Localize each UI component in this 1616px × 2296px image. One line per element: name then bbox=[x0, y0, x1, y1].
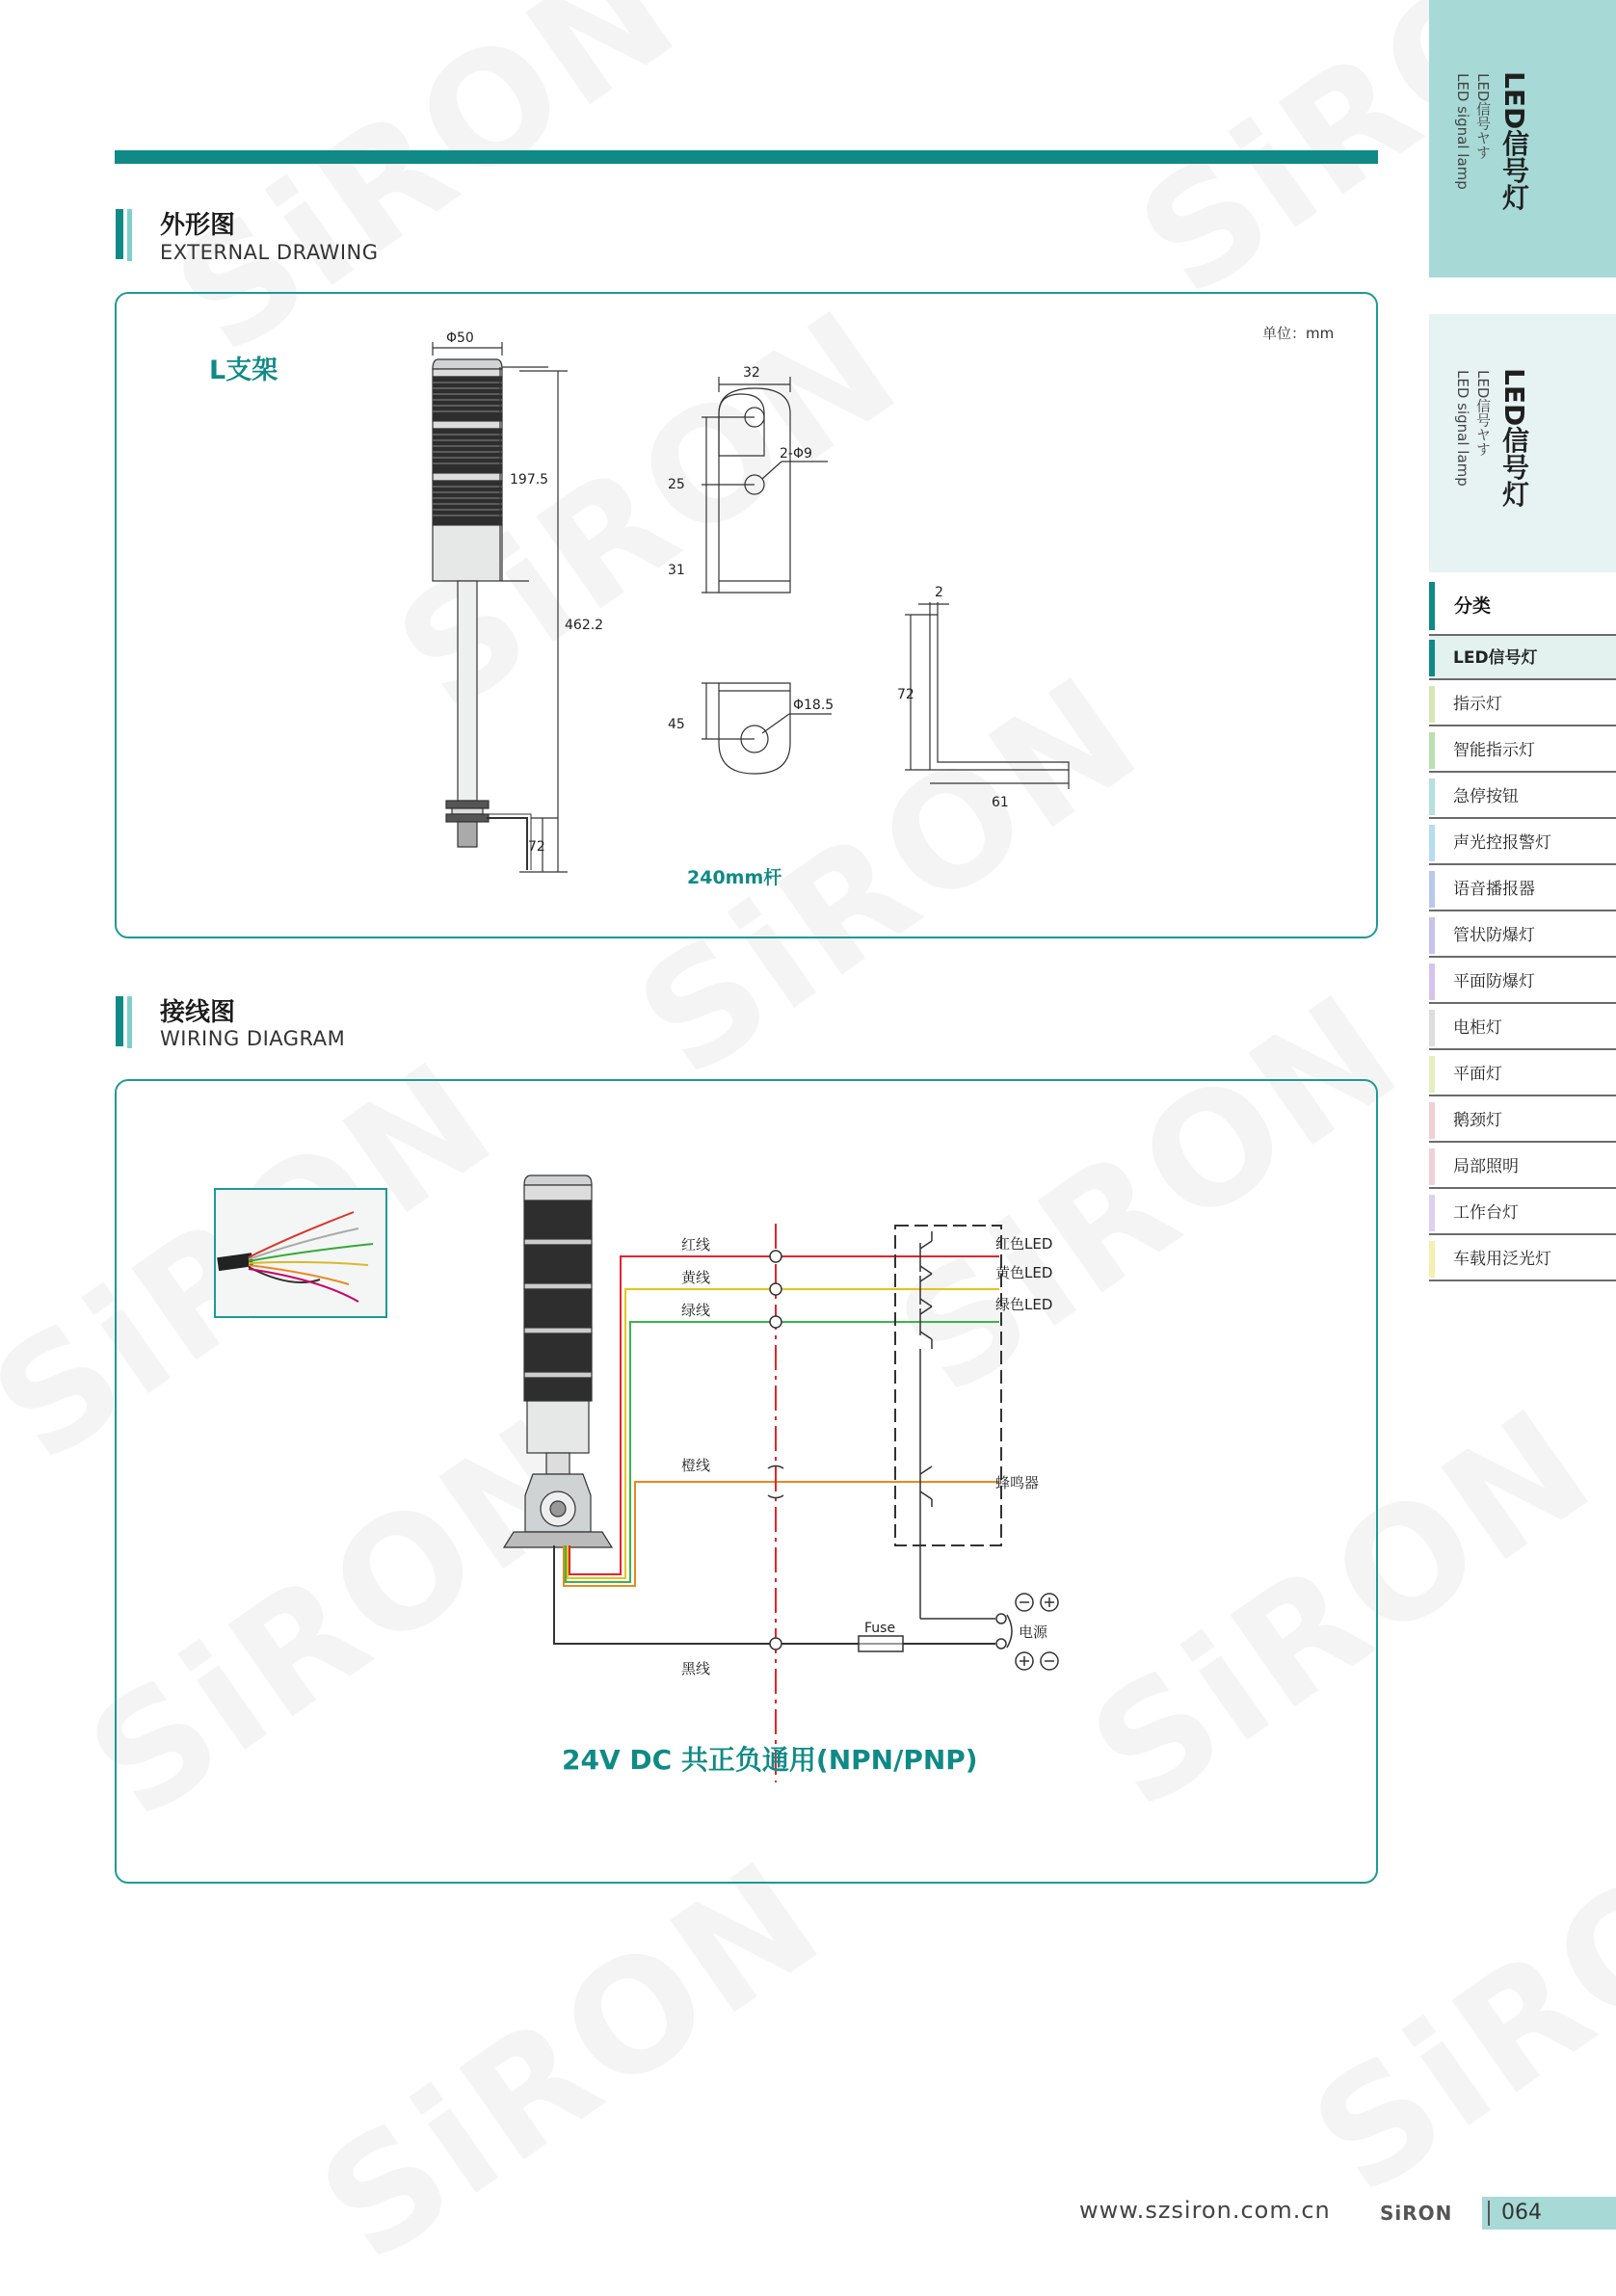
yellow-led-label: 黄色LED bbox=[995, 1264, 1053, 1281]
buzzer-label: 蜂鸣器 bbox=[995, 1474, 1040, 1491]
nav-item-cabinet[interactable] bbox=[1429, 1006, 1616, 1050]
nav-item-label: 急停按钮 bbox=[1453, 787, 1519, 806]
nav-accent bbox=[1429, 1195, 1435, 1231]
section-title: 外形图 bbox=[160, 211, 236, 240]
nav-accent bbox=[1429, 963, 1435, 1000]
nav-item-label: LED信号灯 bbox=[1453, 648, 1538, 668]
unit-label: 单位：mm bbox=[1262, 325, 1335, 342]
nav-item-label: 平面灯 bbox=[1453, 1065, 1502, 1084]
nav-item-indicator[interactable] bbox=[1429, 682, 1616, 726]
section-subtitle: EXTERNAL DRAWING bbox=[160, 241, 379, 264]
section-marker bbox=[116, 209, 123, 259]
fuse-label: Fuse bbox=[864, 1621, 896, 1636]
page-number: 064 bbox=[1501, 2201, 1542, 2225]
nav-item-label: 智能指示灯 bbox=[1453, 741, 1535, 760]
nav-item-label: 车载用泛光灯 bbox=[1453, 1250, 1551, 1269]
rod-label: 240mm杆 bbox=[687, 867, 782, 888]
nav-accent bbox=[1429, 1056, 1435, 1093]
wire-red-label: 红线 bbox=[681, 1236, 711, 1254]
red-led-label: 红色LED bbox=[995, 1235, 1053, 1253]
nav-item-led[interactable] bbox=[1429, 636, 1616, 680]
side-tab-title: LED信号灯 bbox=[1498, 368, 1530, 508]
dim-45: 45 bbox=[668, 717, 685, 732]
side-tab-led-2[interactable] bbox=[1429, 314, 1616, 572]
nav-item-label: 平面防爆灯 bbox=[1453, 972, 1535, 991]
nav-accent bbox=[1429, 1102, 1435, 1139]
power-label: 电源 bbox=[1019, 1623, 1048, 1641]
nav-item-label: 语音播报器 bbox=[1453, 880, 1535, 899]
nav-item-label: 工作台灯 bbox=[1453, 1203, 1519, 1223]
dim-72b: 72 bbox=[897, 687, 914, 702]
nav-accent bbox=[1429, 1010, 1435, 1046]
dim-32: 32 bbox=[743, 365, 760, 381]
dim-61: 61 bbox=[992, 795, 1009, 810]
wiring-diagram bbox=[115, 1079, 1378, 1884]
nav-item-label: 管状防爆灯 bbox=[1453, 926, 1535, 945]
l-bracket-side bbox=[930, 615, 1069, 770]
dim-31: 31 bbox=[668, 563, 685, 578]
external-drawing bbox=[115, 292, 1378, 938]
footer-url[interactable]: www.szsiron.com.cn bbox=[1079, 2197, 1331, 2224]
wire-black-label: 黑线 bbox=[681, 1660, 711, 1677]
nav-heading-accent bbox=[1429, 582, 1435, 630]
section-marker bbox=[127, 996, 132, 1048]
nav-item-tube-explosion[interactable] bbox=[1429, 913, 1616, 958]
section-marker bbox=[127, 209, 132, 261]
wire-orange-label: 橙线 bbox=[681, 1457, 711, 1474]
nav-item-voice[interactable] bbox=[1429, 867, 1616, 911]
nav-item-label: 局部照明 bbox=[1453, 1157, 1519, 1176]
dim-phi185: Φ18.5 bbox=[793, 698, 834, 713]
page-number-divider bbox=[1488, 2201, 1490, 2226]
tower-tier-3 bbox=[433, 481, 502, 525]
nav-item-worktable[interactable] bbox=[1429, 1191, 1616, 1235]
section-subtitle: WIRING DIAGRAM bbox=[160, 1027, 346, 1050]
bracket-label: L支架 bbox=[209, 356, 278, 385]
nav-accent bbox=[1429, 917, 1435, 954]
dim-2: 2 bbox=[935, 585, 943, 600]
nav-item-label: 声光控报警灯 bbox=[1453, 833, 1551, 853]
tower-cap bbox=[433, 359, 502, 369]
nav-item-local-light[interactable] bbox=[1429, 1145, 1616, 1189]
side-tab-sub-jp: LED信号ヤす bbox=[1474, 370, 1492, 457]
nav-item-label: 指示灯 bbox=[1453, 695, 1502, 714]
dim-phi50: Φ50 bbox=[446, 330, 474, 346]
nav-item-vehicle-flood[interactable] bbox=[1429, 1237, 1616, 1281]
dim-72a: 72 bbox=[528, 839, 545, 855]
dim-25: 25 bbox=[668, 477, 685, 492]
wire-green-label: 绿线 bbox=[681, 1302, 711, 1319]
nav-item-estop[interactable] bbox=[1429, 775, 1616, 819]
nav-item-label: 鹅颈灯 bbox=[1453, 1111, 1502, 1130]
nav-item-flat-lamp[interactable] bbox=[1429, 1052, 1616, 1096]
page-number-tab bbox=[1482, 2197, 1616, 2230]
plate-top bbox=[719, 394, 764, 456]
tower-tier-2 bbox=[433, 429, 502, 473]
side-tab-title: LED信号灯 bbox=[1498, 71, 1530, 211]
nav-item-label: 电柜灯 bbox=[1453, 1018, 1502, 1038]
side-tab-led[interactable] bbox=[1429, 0, 1616, 277]
dim-462: 462.2 bbox=[565, 618, 604, 633]
tower-pole bbox=[458, 581, 477, 801]
tower-top bbox=[433, 369, 502, 377]
wiring-caption: 24V DC 共正负通用(NPN/PNP) bbox=[562, 1744, 978, 1776]
nav-item-alarm[interactable] bbox=[1429, 821, 1616, 865]
nav-accent bbox=[1429, 779, 1435, 815]
nav-accent bbox=[1429, 1148, 1435, 1185]
dim-hole: 2-Φ9 bbox=[780, 446, 812, 462]
nav-accent bbox=[1429, 686, 1435, 723]
green-led-label: 绿色LED bbox=[995, 1296, 1053, 1313]
section-title: 接线图 bbox=[160, 998, 236, 1027]
nav-item-smart-indicator[interactable] bbox=[1429, 728, 1616, 773]
nav-accent bbox=[1429, 825, 1435, 861]
nav-heading: 分类 bbox=[1454, 595, 1492, 617]
header-bar bbox=[115, 150, 1378, 164]
nav-accent bbox=[1429, 1241, 1435, 1278]
side-tab-sub-en: LED signal lamp bbox=[1454, 73, 1471, 190]
nav-accent bbox=[1429, 732, 1435, 769]
tower-tier-1 bbox=[433, 377, 502, 421]
wire-yellow-label: 黄线 bbox=[681, 1269, 711, 1286]
dim-197: 197.5 bbox=[510, 472, 549, 488]
section-marker bbox=[116, 996, 123, 1046]
nav-accent bbox=[1429, 640, 1435, 676]
watermark bbox=[289, 1826, 853, 2296]
nav-item-gooseneck[interactable] bbox=[1429, 1098, 1616, 1143]
footer-brand-logo: SiRON bbox=[1380, 2202, 1453, 2225]
nav-accent bbox=[1429, 871, 1435, 908]
side-tab-sub-en: LED signal lamp bbox=[1454, 370, 1471, 487]
plate-bottom bbox=[719, 683, 790, 774]
nav-item-flat-explosion[interactable] bbox=[1429, 960, 1616, 1004]
side-tab-sub-jp: LED信号ヤす bbox=[1474, 73, 1492, 160]
